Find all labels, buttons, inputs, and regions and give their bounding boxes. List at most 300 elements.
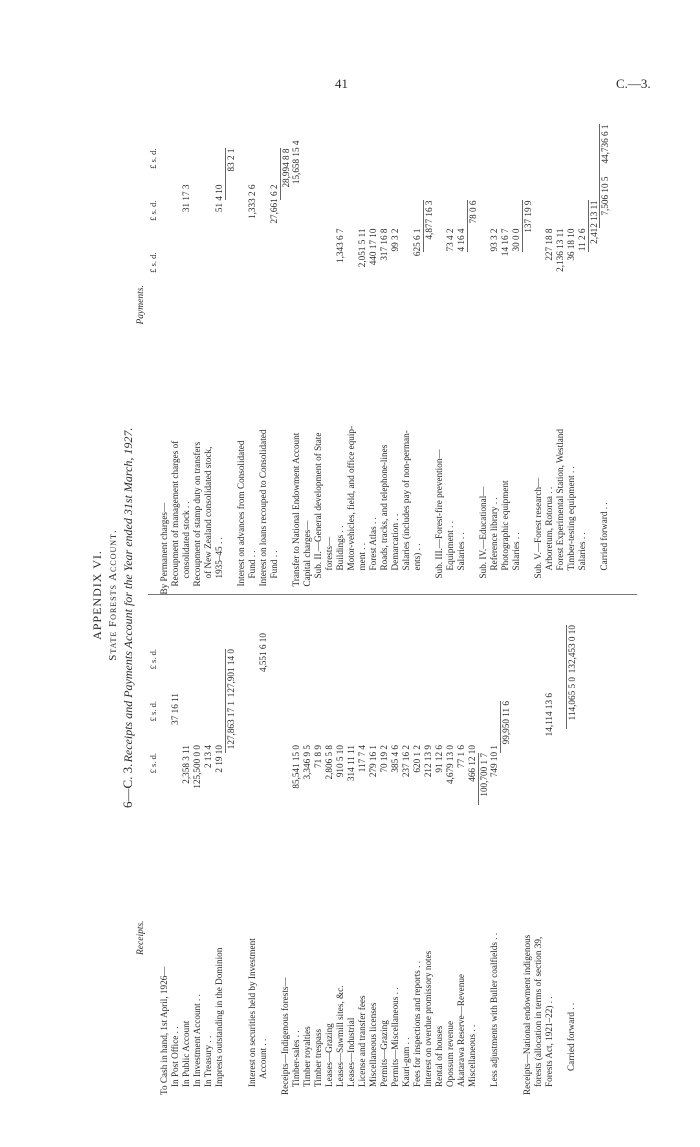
- amount-cell: [236, 193, 247, 245]
- payments-row: [544, 95, 555, 595]
- receipts-row: [324, 596, 335, 1096]
- amount-cell: [423, 149, 434, 201]
- row-description: Kauri-gum . .: [401, 1037, 411, 1087]
- amount-cell: [346, 641, 357, 693]
- amount-cell: [181, 641, 192, 693]
- amount-cell: 125,500 0 0: [192, 745, 202, 789]
- row-description: [555, 805, 566, 1095]
- amount-cell: [170, 245, 181, 297]
- receipts-row: [258, 596, 269, 1096]
- amount-cell: 114,065 5 0: [566, 677, 577, 729]
- amount-cell: [533, 237, 544, 289]
- amount-cell: [522, 649, 533, 701]
- amount-cell: [346, 125, 357, 177]
- amount-cell: [313, 185, 324, 237]
- amount-cell: 1,333 2 6: [247, 184, 257, 219]
- amount-cell: [357, 693, 368, 745]
- amount-cell: [478, 237, 489, 289]
- row-description: Interest on advances from Consolidated: [236, 440, 246, 587]
- amount-cell: 749 10 1: [489, 745, 499, 778]
- amount-cell: 91 12 6: [434, 745, 444, 773]
- amount-cell: [181, 133, 192, 185]
- amount-cell: [269, 753, 280, 805]
- payments-row: [379, 95, 390, 595]
- receipts-row: [335, 596, 346, 1096]
- amount-cell: 15,658 15 4: [291, 140, 301, 185]
- amount-cell: 28,994 8 8: [280, 149, 291, 201]
- amount-cell: 2,358 3 11: [181, 745, 191, 784]
- payments-col-head-2: £ s. d.: [148, 200, 158, 221]
- amount-cell: [390, 693, 401, 745]
- payments-col-head-1: £ s. d.: [148, 252, 158, 273]
- row-description: [236, 805, 247, 1095]
- amount-cell: [577, 125, 588, 177]
- payments-row: [577, 95, 588, 595]
- amount-cell: [357, 177, 368, 229]
- row-description: Opossum revenue: [445, 1020, 455, 1087]
- amount-cell: [302, 193, 313, 245]
- amount-cell: [533, 641, 544, 693]
- payments-row: [511, 95, 522, 595]
- payments-row: [313, 95, 324, 595]
- amount-cell: [401, 693, 412, 745]
- payments-row: [423, 95, 434, 595]
- receipts-row: [445, 596, 456, 1096]
- amount-cell: [203, 185, 214, 237]
- account-table-sheet: [92, 95, 637, 1095]
- row-description: Capital charges—: [302, 520, 312, 587]
- row-description: Sub. III.—Forest-fire prevention—: [434, 449, 444, 579]
- receipts-row: [346, 596, 357, 1096]
- receipts-row: [247, 596, 258, 1096]
- page-number: 41: [335, 76, 348, 91]
- row-description: Photographic equipment: [500, 480, 510, 571]
- amount-cell: [456, 641, 467, 693]
- receipts-row: [434, 596, 445, 1096]
- row-description: Equipment . .: [445, 520, 455, 571]
- row-description: Salaries . .: [511, 532, 521, 571]
- payments-row: [335, 95, 346, 595]
- row-description: Fund . .: [269, 550, 279, 579]
- payments-row: [412, 95, 423, 595]
- amount-cell: [236, 245, 247, 297]
- amount-cell: [467, 253, 478, 305]
- amount-cell: [544, 177, 555, 229]
- amount-cell: [588, 253, 599, 305]
- amount-cell: [423, 641, 434, 693]
- row-description: [423, 305, 434, 595]
- amount-cell: [346, 177, 357, 229]
- amount-cell: [291, 693, 302, 745]
- amount-cell: [335, 693, 346, 745]
- amount-cell: [566, 125, 577, 177]
- payments-row: [368, 95, 379, 595]
- amount-cell: [434, 133, 445, 185]
- row-description: [522, 305, 533, 595]
- amount-cell: 440 17 10: [368, 228, 378, 266]
- receipts-row: [423, 596, 434, 1096]
- amount-cell: [401, 125, 412, 177]
- row-description: Receipts—Indigenous forests—: [280, 977, 290, 1095]
- row-description: Timber-sales . .: [291, 1030, 301, 1087]
- row-description: By Permanent charges—: [159, 502, 169, 595]
- amount-cell: [478, 701, 489, 753]
- amount-cell: 30 0 0: [511, 228, 521, 252]
- payments-row: [401, 95, 412, 595]
- row-description: [269, 805, 280, 1095]
- receipts-row: [489, 596, 500, 1096]
- row-description: Recoupment of management charges of: [170, 440, 180, 587]
- amount-cell: [533, 693, 544, 745]
- amount-cell: [522, 701, 533, 753]
- amount-cell: [390, 125, 401, 177]
- amount-cell: 51 4 10: [214, 184, 224, 213]
- receipts-side: [136, 595, 637, 1096]
- amount-cell: [434, 237, 445, 289]
- section-code: C.—3.: [616, 76, 651, 91]
- row-description: Transfer to National Endowment Account: [291, 432, 301, 587]
- amount-cell: [489, 641, 500, 693]
- amount-cell: [324, 229, 335, 281]
- amount-cell: 910 5 10: [335, 745, 345, 778]
- amount-cell: [324, 177, 335, 229]
- amount-cell: [280, 753, 291, 805]
- amount-cell: [566, 729, 577, 781]
- amount-cell: [159, 201, 170, 253]
- amount-cell: [159, 701, 170, 753]
- row-description: [280, 305, 291, 595]
- amount-cell: 1,343 6 7: [335, 228, 345, 263]
- row-description: Recoupment of stamp duty on transfers: [192, 441, 202, 587]
- row-description: Salaries (includes pay of non-perman-: [401, 430, 411, 571]
- amount-cell: 4,551 6 10: [258, 633, 268, 673]
- amount-cell: [280, 701, 291, 753]
- row-description: In Public Account: [181, 1020, 191, 1087]
- payments-row: [170, 95, 181, 595]
- amount-cell: [159, 649, 170, 701]
- amount-cell: [214, 237, 225, 289]
- appendix-title: APPENDIX VI.: [90, 550, 104, 640]
- amount-cell: [170, 641, 181, 693]
- amount-cell: 44,736 6 1: [599, 125, 610, 177]
- row-description: Motor-vehicles, field, and office equip-: [346, 425, 356, 571]
- amount-cell: [368, 693, 379, 745]
- amount-cell: 27,661 6 2: [269, 184, 279, 224]
- amount-cell: [258, 141, 269, 193]
- amount-cell: [555, 649, 566, 701]
- row-description: Leases—Industrial: [346, 1017, 356, 1087]
- payments-row: [434, 95, 445, 595]
- amount-cell: [555, 701, 566, 753]
- amount-cell: 127,901 14 0: [225, 649, 236, 701]
- amount-cell: [203, 641, 214, 693]
- receipts-row: [313, 596, 324, 1096]
- amount-cell: [434, 693, 445, 745]
- amount-cell: [445, 125, 456, 177]
- amount-cell: [467, 641, 478, 693]
- amount-cell: [313, 693, 324, 745]
- amount-cell: 77 1 6: [456, 745, 466, 768]
- amount-cell: [302, 693, 313, 745]
- amount-cell: 279 16 1: [368, 745, 378, 778]
- account-name: State Forests Account.: [107, 529, 119, 661]
- amount-cell: [258, 737, 269, 789]
- statement-subtitle: Receipts and Payments Account for the Year ended 31st March, 1927.: [121, 427, 135, 763]
- amount-cell: [214, 133, 225, 185]
- amount-cell: [368, 177, 379, 229]
- amount-cell: [423, 693, 434, 745]
- title-block: [92, 95, 141, 1095]
- amount-cell: 317 16 8: [379, 228, 389, 261]
- row-description: Fund . .: [247, 550, 257, 579]
- amount-cell: [544, 125, 555, 177]
- amount-cell: [379, 693, 390, 745]
- receipts-row: [500, 596, 511, 1096]
- amount-cell: [577, 177, 588, 229]
- amount-cell: [555, 125, 566, 177]
- amount-cell: 7,506 10 5: [599, 177, 610, 229]
- amount-cell: [324, 125, 335, 177]
- amount-cell: [280, 201, 291, 253]
- row-description: [511, 805, 522, 1095]
- amount-cell: [478, 133, 489, 185]
- amount-cell: 3,346 9 5: [302, 745, 312, 780]
- amount-cell: 385 4 6: [390, 745, 400, 773]
- row-description: Carried forward . .: [599, 502, 609, 571]
- payments-row: [588, 95, 599, 595]
- row-description: Arboretum, Rotorua . .: [544, 486, 554, 571]
- row-description: Permits—Miscellaneous . .: [390, 987, 400, 1087]
- amount-cell: [511, 125, 522, 177]
- payments-col-head-3: £ s. d.: [148, 148, 158, 169]
- amount-cell: 36 18 10: [566, 228, 576, 261]
- row-description: consolidated stock . .: [181, 501, 191, 579]
- receipts-row: [269, 596, 280, 1096]
- amount-cell: [533, 133, 544, 185]
- row-description: Roads, tracks, and telephone-lines: [379, 444, 389, 571]
- receipts-row: [511, 596, 522, 1096]
- amount-cell: 11 2 6: [577, 228, 587, 252]
- row-description: [225, 805, 236, 1095]
- receipts-col-head-2: £ s. d.: [148, 701, 158, 722]
- receipts-row: [357, 596, 368, 1096]
- receipts-row: [192, 596, 203, 1096]
- receipts-row: [390, 596, 401, 1096]
- amount-cell: 127,863 17 1: [225, 701, 236, 753]
- payments-column-headers: [148, 95, 159, 595]
- amount-cell: 2,136 13 11: [555, 228, 565, 272]
- row-description: To Cash in hand, 1st April, 1926—: [159, 966, 169, 1095]
- amount-cell: [214, 693, 225, 745]
- amount-cell: [269, 701, 280, 753]
- amount-cell: 2,412 13 11: [588, 201, 599, 253]
- amount-cell: [181, 693, 192, 745]
- receipts-row: [170, 596, 181, 1096]
- amount-cell: [500, 649, 511, 701]
- amount-cell: 93 3 2: [489, 228, 499, 252]
- amount-cell: [335, 177, 346, 229]
- amount-cell: [192, 693, 203, 745]
- amount-cell: 620 1 2: [412, 745, 422, 773]
- amount-cell: [324, 641, 335, 693]
- amount-cell: [269, 237, 280, 289]
- amount-cell: [456, 693, 467, 745]
- amount-cell: [544, 641, 555, 693]
- amount-cell: [489, 125, 500, 177]
- row-description: Leases—Grazing: [324, 1023, 334, 1087]
- row-description: In Treasury . .: [203, 1035, 213, 1087]
- row-description: [467, 305, 478, 595]
- receipts-column-headers: [148, 596, 159, 1096]
- amount-cell: [258, 245, 269, 297]
- amount-cell: [489, 177, 500, 229]
- row-description: Forest Experimental Station, Westland: [555, 429, 565, 571]
- payments-row: [214, 95, 225, 595]
- row-description: Sub. II.—General development of State: [313, 432, 323, 579]
- payments-row: [269, 95, 280, 595]
- payments-row: [346, 95, 357, 595]
- amount-cell: [489, 693, 500, 745]
- amount-cell: 227 18 8: [544, 228, 554, 261]
- amount-cell: [247, 133, 258, 185]
- payments-row: [390, 95, 401, 595]
- side-page-label: 6—C. 3.: [120, 763, 135, 808]
- amount-cell: [258, 685, 269, 737]
- payments-row: [566, 95, 577, 595]
- receipts-row: [236, 596, 247, 1096]
- payments-row: [236, 95, 247, 595]
- row-description: Demarcation . .: [390, 513, 400, 571]
- amount-cell: [379, 177, 390, 229]
- amount-cell: [522, 753, 533, 805]
- amount-cell: 2 19 10: [214, 745, 224, 773]
- receipts-caption: Receipts.: [136, 920, 146, 955]
- payments-side: [136, 95, 637, 595]
- payments-row: [555, 95, 566, 595]
- amount-cell: [423, 253, 434, 305]
- payments-row: [280, 95, 291, 595]
- payments-row: [478, 95, 489, 595]
- amount-cell: [390, 177, 401, 229]
- amount-cell: [236, 753, 247, 805]
- payments-row: [445, 95, 456, 595]
- amount-cell: [434, 185, 445, 237]
- amount-cell: [599, 229, 610, 281]
- amount-cell: 99,950 11 6: [500, 701, 511, 753]
- amount-cell: 625 6 1: [412, 228, 422, 257]
- receipts-row: [522, 596, 533, 1096]
- receipts-row: [566, 596, 577, 1096]
- amount-cell: [203, 693, 214, 745]
- amount-cell: [401, 229, 412, 281]
- amount-cell: 137 19 9: [522, 201, 533, 253]
- payments-row: [467, 95, 478, 595]
- amount-cell: [170, 193, 181, 245]
- amount-cell: 99 3 2: [390, 228, 400, 252]
- amount-cell: [544, 745, 555, 797]
- amount-cell: [302, 641, 313, 693]
- amount-cell: [511, 177, 522, 229]
- amount-cell: [192, 245, 203, 297]
- amount-cell: [511, 701, 522, 753]
- receipts-row: [203, 596, 214, 1096]
- row-description: Interest on overdue promissory notes: [423, 950, 433, 1087]
- receipts-row: [302, 596, 313, 1096]
- amount-cell: 71 8 9: [313, 745, 323, 768]
- row-description: [478, 805, 489, 1095]
- amount-cell: [401, 177, 412, 229]
- amount-cell: 83 2 1: [225, 149, 236, 201]
- row-description: Sub. V.—Forest research—: [533, 477, 543, 579]
- amount-cell: [445, 177, 456, 229]
- receipts-row: [214, 596, 225, 1096]
- amount-cell: [203, 237, 214, 289]
- receipts-row: [159, 596, 170, 1096]
- row-description: forests—: [324, 536, 334, 571]
- amount-cell: [412, 177, 423, 229]
- amount-cell: [247, 693, 258, 745]
- amount-cell: [159, 149, 170, 201]
- row-description: Miscellaneous licenses: [368, 1002, 378, 1087]
- amount-cell: [456, 177, 467, 229]
- amount-cell: [368, 641, 379, 693]
- payments-row: [357, 95, 368, 595]
- amount-cell: 4,679 13 0: [445, 745, 455, 785]
- amount-cell: [236, 141, 247, 193]
- amount-cell: [412, 693, 423, 745]
- row-description: Less adjustments with Buller coalfields . .: [489, 932, 499, 1087]
- amount-cell: [203, 133, 214, 185]
- amount-cell: 466 12 10: [467, 745, 477, 782]
- amount-cell: [500, 753, 511, 805]
- amount-cell: [401, 641, 412, 693]
- amount-cell: [258, 193, 269, 245]
- receipts-row: [181, 596, 192, 1096]
- amount-cell: 100,700 1 7: [478, 753, 489, 805]
- amount-cell: 212 13 9: [423, 745, 433, 778]
- payments-row: [192, 95, 203, 595]
- payments-caption: Payments.: [136, 285, 146, 325]
- amount-cell: [170, 745, 181, 797]
- payments-row: [324, 95, 335, 595]
- row-description: License and transfer fees: [357, 995, 367, 1087]
- amount-cell: [379, 641, 390, 693]
- payments-row: [291, 95, 302, 595]
- amount-cell: [522, 253, 533, 305]
- amount-cell: [533, 185, 544, 237]
- row-description: Leases—Sawmill sites, &c.: [335, 985, 345, 1087]
- row-description: Buildings . .: [335, 525, 345, 571]
- receipts-col-head-3: £ s. d.: [148, 649, 158, 670]
- receipts-row: [467, 596, 478, 1096]
- amount-cell: [500, 177, 511, 229]
- amount-cell: 2 13 4: [203, 745, 213, 768]
- row-description: Receipts—National endowment indigenous: [522, 934, 532, 1095]
- amount-cell: 37 16 11: [170, 693, 180, 725]
- amount-cell: [324, 693, 335, 745]
- payments-row: [302, 95, 313, 595]
- amount-cell: [511, 649, 522, 701]
- amount-cell: [445, 641, 456, 693]
- row-description: Fees for inspections and reports . .: [412, 960, 422, 1087]
- amount-cell: 4 16 4: [456, 228, 466, 252]
- amount-cell: [192, 193, 203, 245]
- row-description: forests (allocation in terms of section 39,: [533, 936, 543, 1087]
- amount-cell: [192, 641, 203, 693]
- payments-row: [522, 95, 533, 595]
- amount-cell: [335, 641, 346, 693]
- amount-cell: [390, 641, 401, 693]
